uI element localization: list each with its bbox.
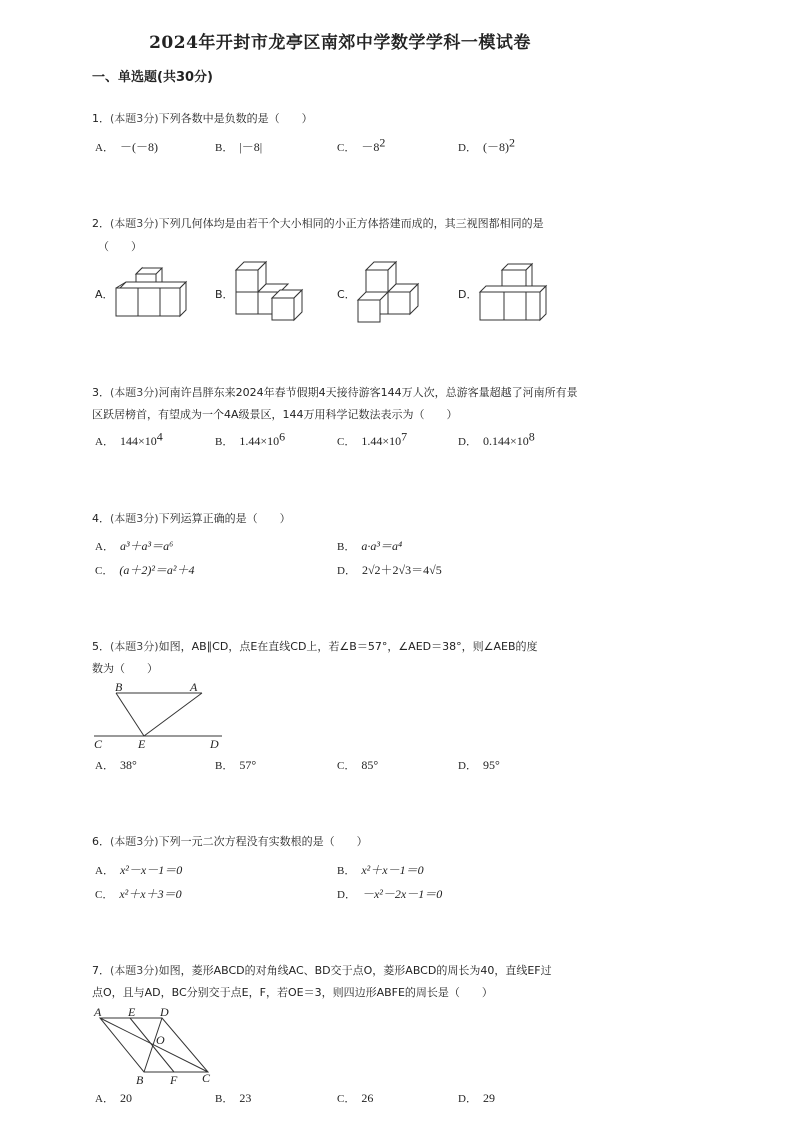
q7-option-b[interactable]: B． 23	[215, 1091, 252, 1105]
q5-parallel-lines-figure	[90, 680, 230, 752]
q5-option-a[interactable]: A． 38°	[95, 758, 137, 772]
question-text-line1: 如图，AB∥CD，点E在直线CD上，若∠B＝57°，∠AED＝38°，则∠AEB的度	[158, 640, 538, 653]
point-label-c: C	[202, 1071, 211, 1085]
q5-option-d[interactable]: D． 95°	[458, 758, 500, 772]
q2-option-b-figure[interactable]	[232, 260, 312, 324]
q4-option-b[interactable]: B． a·a³＝a⁴	[337, 539, 403, 553]
q2-option-a-label[interactable]: A．	[95, 288, 114, 301]
question-2-paren: （ ）	[98, 240, 142, 253]
point-label-f: F	[170, 1073, 178, 1087]
point-label-e: E	[138, 737, 146, 751]
question-3-stem	[92, 382, 592, 426]
q6-option-d[interactable]: D． －x²－2x－1＝0	[337, 887, 443, 901]
score-tag: (本题3分)	[110, 217, 159, 230]
page-title: 2024年开封市龙亭区南郊中学数学学科一模试卷	[149, 33, 531, 53]
q7-option-c[interactable]: C． 26	[337, 1091, 374, 1105]
point-label-b: B	[115, 680, 123, 694]
q6-option-c[interactable]: C． x²＋x＋3＝0	[95, 887, 182, 901]
point-label-c: C	[94, 737, 103, 751]
q2-option-d-figure[interactable]	[476, 262, 550, 324]
question-number: 4．	[92, 512, 110, 525]
score-tag: (本题3分)	[110, 512, 159, 525]
q1-option-b[interactable]: B． |－8|	[215, 140, 263, 154]
point-label-o: O	[156, 1033, 165, 1047]
point-label-a: A	[190, 680, 198, 694]
q3-option-c[interactable]: C． $1.44\times 10^7$	[337, 429, 408, 448]
question-number: 1．	[92, 112, 110, 125]
q7-rhombus-figure	[92, 1004, 222, 1086]
question-6-stem	[92, 831, 368, 853]
score-tag: (本题3分)	[110, 386, 159, 399]
q2-option-c-label[interactable]: C．	[337, 288, 356, 301]
point-label-d: D	[210, 737, 219, 751]
question-text-line2: 数为（ ）	[92, 662, 158, 675]
score-tag: (本题3分)	[110, 640, 159, 653]
question-number: 7．	[92, 964, 110, 977]
question-number: 2．	[92, 217, 110, 230]
point-label-a: A	[94, 1005, 102, 1019]
section-heading: 一、单选题(共30分)	[92, 70, 213, 85]
question-text: 下列各数中是负数的是（ ）	[158, 112, 313, 125]
q1-option-d[interactable]: D． $(-8)^2$	[458, 135, 515, 154]
q4-option-c[interactable]: C． (a＋2)²＝a²＋4	[95, 563, 195, 577]
q2-option-b-label[interactable]: B．	[215, 288, 234, 301]
question-text: 下列一元二次方程没有实数根的是（ ）	[158, 835, 368, 848]
question-text: 下列运算正确的是（ ）	[158, 512, 291, 525]
question-2-stem	[92, 213, 572, 235]
question-text-line2: 区跃居榜首，有望成为一个4A级景区，144万用科学记数法表示为（ ）	[92, 408, 458, 421]
question-text-line1: 如图，菱形ABCD的对角线AC、BD交于点O，菱形ABCD的周长为40，直线EF过	[158, 964, 552, 977]
q5-option-c[interactable]: C． 85°	[337, 758, 379, 772]
q7-option-a[interactable]: A． 20	[95, 1091, 132, 1105]
question-text-line2: 点O，且与AD，BC分别交于点E，F，若OE＝3，则四边形ABFE的周长是（ ）	[92, 986, 493, 999]
q1-option-c[interactable]: C． $-8^2$	[337, 135, 386, 154]
question-number: 5．	[92, 640, 110, 653]
score-tag: (本题3分)	[110, 835, 159, 848]
q4-option-a[interactable]: A． a³＋a³＝a⁶	[95, 539, 174, 553]
q4-option-d[interactable]: D． 2√2＋2√3＝4√5	[337, 563, 442, 577]
q3-option-d[interactable]: D． $0.144\times 10^8$	[458, 429, 535, 448]
q2-option-c-figure[interactable]	[354, 260, 424, 326]
q3-option-a[interactable]: A． $144\times 10^4$	[95, 429, 163, 448]
question-7-stem	[92, 960, 592, 1004]
q6-option-b[interactable]: B． x²＋x－1＝0	[337, 863, 424, 877]
point-label-d: D	[160, 1005, 169, 1019]
question-4-stem	[92, 508, 291, 530]
q3-option-b[interactable]: B． $1.44\times 10^6$	[215, 429, 286, 448]
q7-option-d[interactable]: D． 29	[458, 1091, 495, 1105]
question-5-stem	[92, 636, 592, 680]
question-number: 3．	[92, 386, 110, 399]
question-1-stem	[92, 108, 313, 130]
score-tag: (本题3分)	[110, 112, 159, 125]
point-label-e: E	[128, 1005, 136, 1019]
question-text: 下列几何体均是由若干个大小相同的小正方体搭建而成的，其三视图都相同的是	[158, 217, 544, 230]
question-number: 6．	[92, 835, 110, 848]
point-label-b: B	[136, 1073, 144, 1087]
score-tag: (本题3分)	[110, 964, 159, 977]
q2-option-a-figure[interactable]	[112, 266, 192, 318]
question-text-line1: 河南许昌胖东来2024年春节假期4天接待游客144万人次，总游客量超越了河南所有景	[158, 386, 578, 399]
q6-option-a[interactable]: A． x²－x－1＝0	[95, 863, 183, 877]
q5-option-b[interactable]: B． 57°	[215, 758, 257, 772]
q2-option-d-label[interactable]: D．	[458, 288, 478, 301]
q1-option-a[interactable]: A． －(－8)	[95, 140, 158, 154]
